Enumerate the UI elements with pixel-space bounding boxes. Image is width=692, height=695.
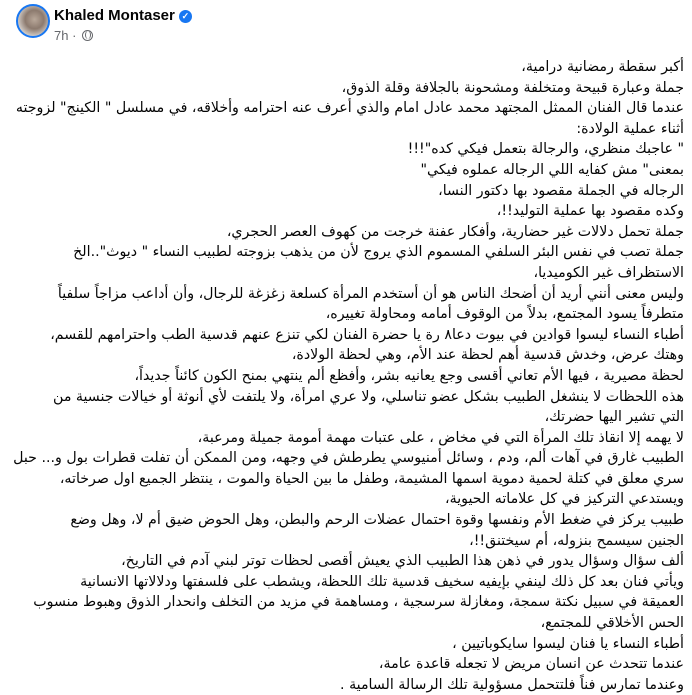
post-text-line: أطباء النساء ليسوا قوادين في بيوت دعا٨ رة يا حضرة الفنان لكي تنزع عنهم قدسية الطب واحترامهم للقسم، (50, 326, 684, 343)
post-text-line: الاستظراف غير الكوميديا، (533, 264, 684, 281)
post-header (8, 4, 408, 48)
globe-icon[interactable] (82, 30, 93, 41)
post-text-line: " عاجبك منظري، والرجالة بتعمل فيكي كده"!!! (407, 141, 684, 158)
post-text-line: هذه اللحظات لا ينشغل الطبيب بشكل عضو تناسلي، ولا عري امرأة، ولا يلتفت لأي أنوثة أو خيالات جنسية من (53, 388, 684, 405)
post-text-line: ويأتي فنان بعد كل ذلك لينفي بإيفيه سخيف قدسية تلك اللحظة، ويشطب على فلسفتها ودلالاتها الانسانية (80, 573, 684, 590)
verified-badge-icon: ✓ (179, 10, 192, 23)
post-text-line: الطبيب غارق في آهات ألم، ودم ، وسائل أمنيوسي يطرطش في وجهه، ومن الممكن أن تفلت قطرات بول و... حبل (13, 450, 684, 467)
post-text-line: لحظة مصيرية ، فيها الأم تعاني أقسى وجع يعانيه بشر، وأفظع ألم ينتهي بمنح الكون كائناً جديداً، (134, 367, 684, 384)
post-text-line: بمعنى" مش كفايه اللي الرجاله عملوه فيكي" (420, 161, 684, 178)
post-text-line: عندما تتحدث عن انسان مريض لا تجعله قاعدة عامة، (378, 656, 684, 673)
post-text-line: جملة وعبارة قبيحة ومتخلفة ومشحونة بالجلافة وقلة الذوق، (341, 79, 684, 96)
author-name-link[interactable]: Khaled Montaser (54, 7, 175, 24)
author-avatar[interactable] (16, 4, 50, 38)
post-text-line: لا يهمه إلا انقاذ تلك المرأة التي في مخاض ، على عتبات مهمة أمومة جميلة ومرعبة، (197, 429, 684, 446)
post-text-line: متطرفاً يسود المجتمع، بدلاً من الوقوف أمامه ومحاولة تغييره، (325, 306, 684, 323)
post-text-line: وعندما تمارس فناً فلتتحمل مسؤولية تلك الرسالة السامية . (340, 676, 684, 693)
post-text-line: وكده مقصود بها عملية التوليد!!، (496, 203, 684, 220)
post-text-line: ويستدعي التركيز في كل علاماته الحيوية، (445, 491, 684, 508)
post-text-line: وهتك عرض، وخدش قدسية أهم لحظة عند الأم، وهي لحظة الولادة، (291, 347, 684, 364)
post-meta (54, 28, 93, 43)
post-text-line: عندما قال الفنان الممثل المجتهد محمد عادل امام والذي أعرف عنه احترامه وأخلاقه، في مسلسل " الكينج" لزوجته (15, 100, 684, 117)
post-text-line: ألف سؤال وسؤال يدور في ذهن هذا الطبيب الذي يعيش أقصى لحظات توتر لبني آدم في التاريخ، (121, 553, 684, 570)
post-text-line: الحس الأخلاقي للمجتمع، (540, 615, 684, 632)
post-text-line: أطباء النساء يا فنان ليسوا سايكوباتيين ، (452, 635, 684, 652)
author-name-row (54, 7, 192, 24)
post-text-line: وليس معنى أنني أريد أن أضحك الناس هو أن أستخدم المرأة كسلعة زغزغة للرجال، وأن أداعب مزاجاً سلفياً (57, 285, 684, 302)
post-text-line: العميقة في سبيل نكتة سمجة، ومغازلة سرسجية ، ومساهمة في مزيد من التخلف وانحدار الذوق وهبوط منسوب (33, 594, 684, 611)
post-text-line: التي تشير اليها حضرتك، (544, 409, 684, 426)
post-text-line: أثناء عملية الولادة: (576, 120, 684, 137)
post-text-line: الرجاله في الجملة مقصود بها دكتور النسا، (438, 182, 684, 199)
post-text-line: طبيب يركز في ضغط الأم ونفسها وقوة احتمال عضلات الرحم والبطن، وهل الحوض ضيق أم لا، وهل وضع (70, 512, 684, 529)
post-text-line: الجنين سيسمح بنزوله، أم سيختنق!!، (469, 532, 684, 549)
post-timestamp[interactable]: 7h (54, 28, 69, 43)
post-text-line: سري معلق في كتلة لحمية دموية اسمها المشيمة، وطفل ما بين الحياة والموت ، ينتظر الجميع اول صرخاته، (59, 470, 684, 487)
meta-separator: · (72, 28, 77, 43)
post-body (8, 57, 684, 695)
post-text-line: جملة تحمل دلالات غير حضارية، وأفكار عفنة خرجت من كهوف العصر الحجري، (226, 223, 684, 240)
post-text-line: جملة تصب في نفس البئر السلفي المسموم الذي يروج لأن من يذهب بزوجته لطبيب النساء " ديوث"..الخ (73, 244, 684, 261)
post-text-line: أكبر سقطة رمضانية درامية، (521, 59, 684, 75)
